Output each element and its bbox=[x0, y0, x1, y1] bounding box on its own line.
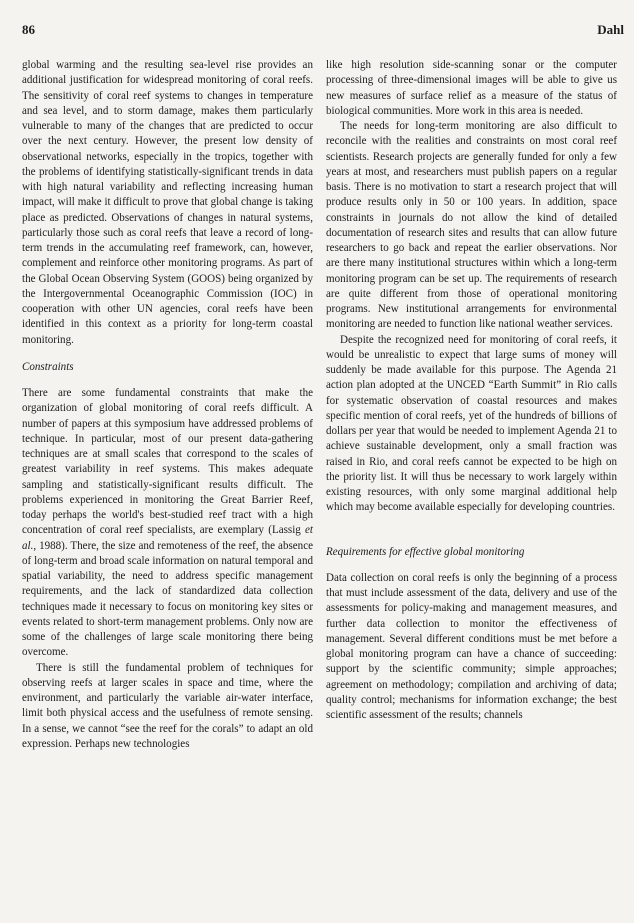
running-head: Dahl bbox=[597, 22, 624, 37]
paragraph: like high resolution side-scanning sonar or the computer processing of three-dimensional images will be able to give us new measures of surface relief as a measure of the status of biological communities. More work in this area is needed. bbox=[326, 59, 617, 117]
right-column bbox=[326, 58, 617, 723]
section-heading-constraints: Constraints bbox=[22, 360, 74, 373]
left-column bbox=[22, 58, 313, 752]
paragraph: The needs for long-term monitoring are also difficult to reconcile with the realities and constraints on most coral reef scientists. Research projects are generally funded for only a few years at most, and researchers must publish papers on a regular basis. There is no motivation to start a research project that will produce results only in 50 or 100 years. In addition, space constraints in journals do not allow the kind of detailed documentation of research sites and results that can allow future researchers to go back and repeat the earlier observations. Nor are there many institutional structures within which a long-term monitoring program can be set up. The requirements of research are quite different from those of operational monitoring programs. New institutional arrangements for environmental monitoring are needed to function like national weather services. bbox=[326, 120, 617, 331]
page-number: 86 bbox=[22, 22, 35, 37]
paragraph: Data collection on coral reefs is only the beginning of a process that must include assessment of the data, delivery and use of the assessments for policy-making and management measures, and further data collection to monitor the effectiveness of management. Several different conditions must be met before a global monitoring program can have a chance of succeeding: support by the scientific community; simple approaches; agreement on methodology; compilation and archiving of data; quality control; mechanisms for information exchange; the best scientific assessment of the results; channels bbox=[326, 571, 617, 721]
paragraph: global warming and the resulting sea-level rise provides an additional justification for widespread monitoring of coral reefs. The sensitivity of coral reef systems to changes in temperature and sea level, and to storm damage, makes them particularly vulnerable to many of the changes that are predicted to occur over the next century. However, the present low density of observational networks, especially in the tropics, together with the problems of identifying statistically-significant trends in data with high natural variability and reflecting increasing human impact, will make it difficult to prove that global change is taking place as predicted. Observations of changes in natural systems, particularly those such as coral reefs that leave a record of long-term trends in the accumulating reef framework, can, however, complement and reinforce other monitoring programs. As part of the Global Ocean Observing System (GOOS) being organized by the Intergovernmental Oceanographic Commission (IOC) in cooperation with other UN agencies, coral reefs have been identified in this context as a priority for long-term coastal monitoring. bbox=[22, 59, 313, 346]
citation-et-al: et al. bbox=[22, 524, 313, 552]
paragraph-text: There are some fundamental constraints that make the organization of global monitoring of coral reefs difficult. A number of papers at this symposium have addressed problems of technique. In particular, most of our present data-gathering techniques are at small scales that correspond to the scales of greatest variability in reef systems. This makes adequate sampling and statistically-significant results difficult. The problems experienced in monitoring the Great Barrier Reef, today perhaps the world's best-studied reef tract with a high concentration of coral reef specialists, are exemplary (Lassig bbox=[22, 387, 313, 537]
paragraph: There is still the fundamental problem of techniques for observing reefs at larger scales in space and time, where the environment, and particularly the variable air-water interface, limit both physical access and the usefulness of remote sensing. In a sense, we cannot “see the reef for the corals” to adapt an old expression. Perhaps new technologies bbox=[22, 661, 313, 750]
paragraph bbox=[22, 386, 313, 661]
section-heading-requirements: Requirements for effective global monitoring bbox=[326, 545, 525, 558]
paragraph-text: , 1988). There, the size and remoteness of the reef, the absence of long-term and broad scale information on natural temporal and spatial variability, the need to address specific management requirements, and the lack of standardized data collection techniques made it necessary to focus on monitoring key sites or events related to short-term management problems. Only now are some of the challenges of large scale monitoring there being overcome. bbox=[22, 539, 313, 659]
paragraph: Despite the recognized need for monitoring of coral reefs, it would be unrealistic to expect that large sums of money will suddenly be made available for this purpose. The Agenda 21 action plan adopted at the UNCED “Earth Summit” in Rio calls for systematic observation of coastal resources and makes specific mention of coral reefs, yet of the hundreds of billions of dollars per year that would be needed to implement Agenda 21 to achieve sustainable development, only a small fraction was raised in Rio, and coral reefs cannot be expected to be high on the priority list. It will thus be necessary to work largely within existing resources, with only some marginal additional help which may become available especially for developing countries. bbox=[326, 333, 617, 514]
